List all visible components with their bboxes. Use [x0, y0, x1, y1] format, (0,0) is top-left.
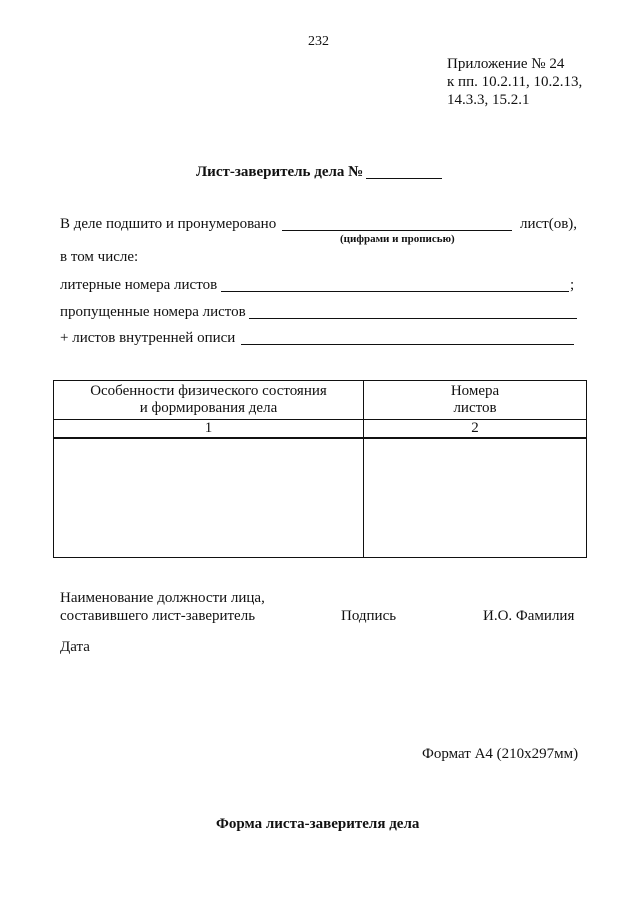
page-number: 232	[308, 34, 329, 49]
format-note: Формат А4 (210x297мм)	[422, 746, 579, 762]
col1-header-line1: Особенности физического состояния	[90, 383, 327, 399]
appendix-line-1: Приложение № 24	[447, 56, 565, 72]
sewn-count-blank	[282, 230, 512, 231]
sewn-label: В деле подшито и пронумеровано	[60, 216, 277, 232]
sheets-suffix: лист(ов),	[520, 216, 578, 232]
condition-table	[53, 380, 587, 558]
letter-numbers-label: литерные номера листов	[60, 277, 218, 293]
missing-numbers-label: пропущенные номера листов	[60, 304, 246, 320]
col2-header	[364, 381, 587, 420]
col1-body-cell	[54, 438, 364, 558]
position-line-1: Наименование должности лица,	[60, 590, 265, 606]
date-label: Дата	[60, 639, 90, 655]
including-label: в том числе:	[60, 249, 139, 265]
inner-inventory-blank	[241, 344, 574, 345]
case-number-blank	[366, 178, 442, 179]
letter-numbers-blank	[221, 291, 569, 292]
col2-header-line2: листов	[453, 400, 497, 416]
col2-body-cell	[364, 438, 587, 558]
document-title: Лист-заверитель дела №	[196, 164, 364, 180]
appendix-line-2: к пп. 10.2.11, 10.2.13,	[447, 74, 583, 90]
col1-number: 1	[54, 420, 364, 439]
col1-header-line2: и формирования дела	[139, 400, 278, 416]
missing-numbers-blank	[249, 318, 577, 319]
position-line-2: составившего лист-заверитель	[60, 608, 256, 624]
form-caption: Форма листа-заверителя дела	[216, 816, 420, 832]
inner-inventory-label: + листов внутренней описи	[60, 330, 236, 346]
signature-label: Подпись	[341, 608, 397, 624]
col2-header-line1: Номера	[450, 383, 500, 399]
letter-numbers-end: ;	[570, 277, 575, 293]
col1-header	[54, 381, 364, 420]
col2-number: 2	[364, 420, 587, 439]
sewn-hint: (цифрами и прописью)	[340, 233, 455, 245]
full-name-label: И.О. Фамилия	[483, 608, 575, 624]
appendix-line-3: 14.3.3, 15.2.1	[447, 92, 530, 108]
